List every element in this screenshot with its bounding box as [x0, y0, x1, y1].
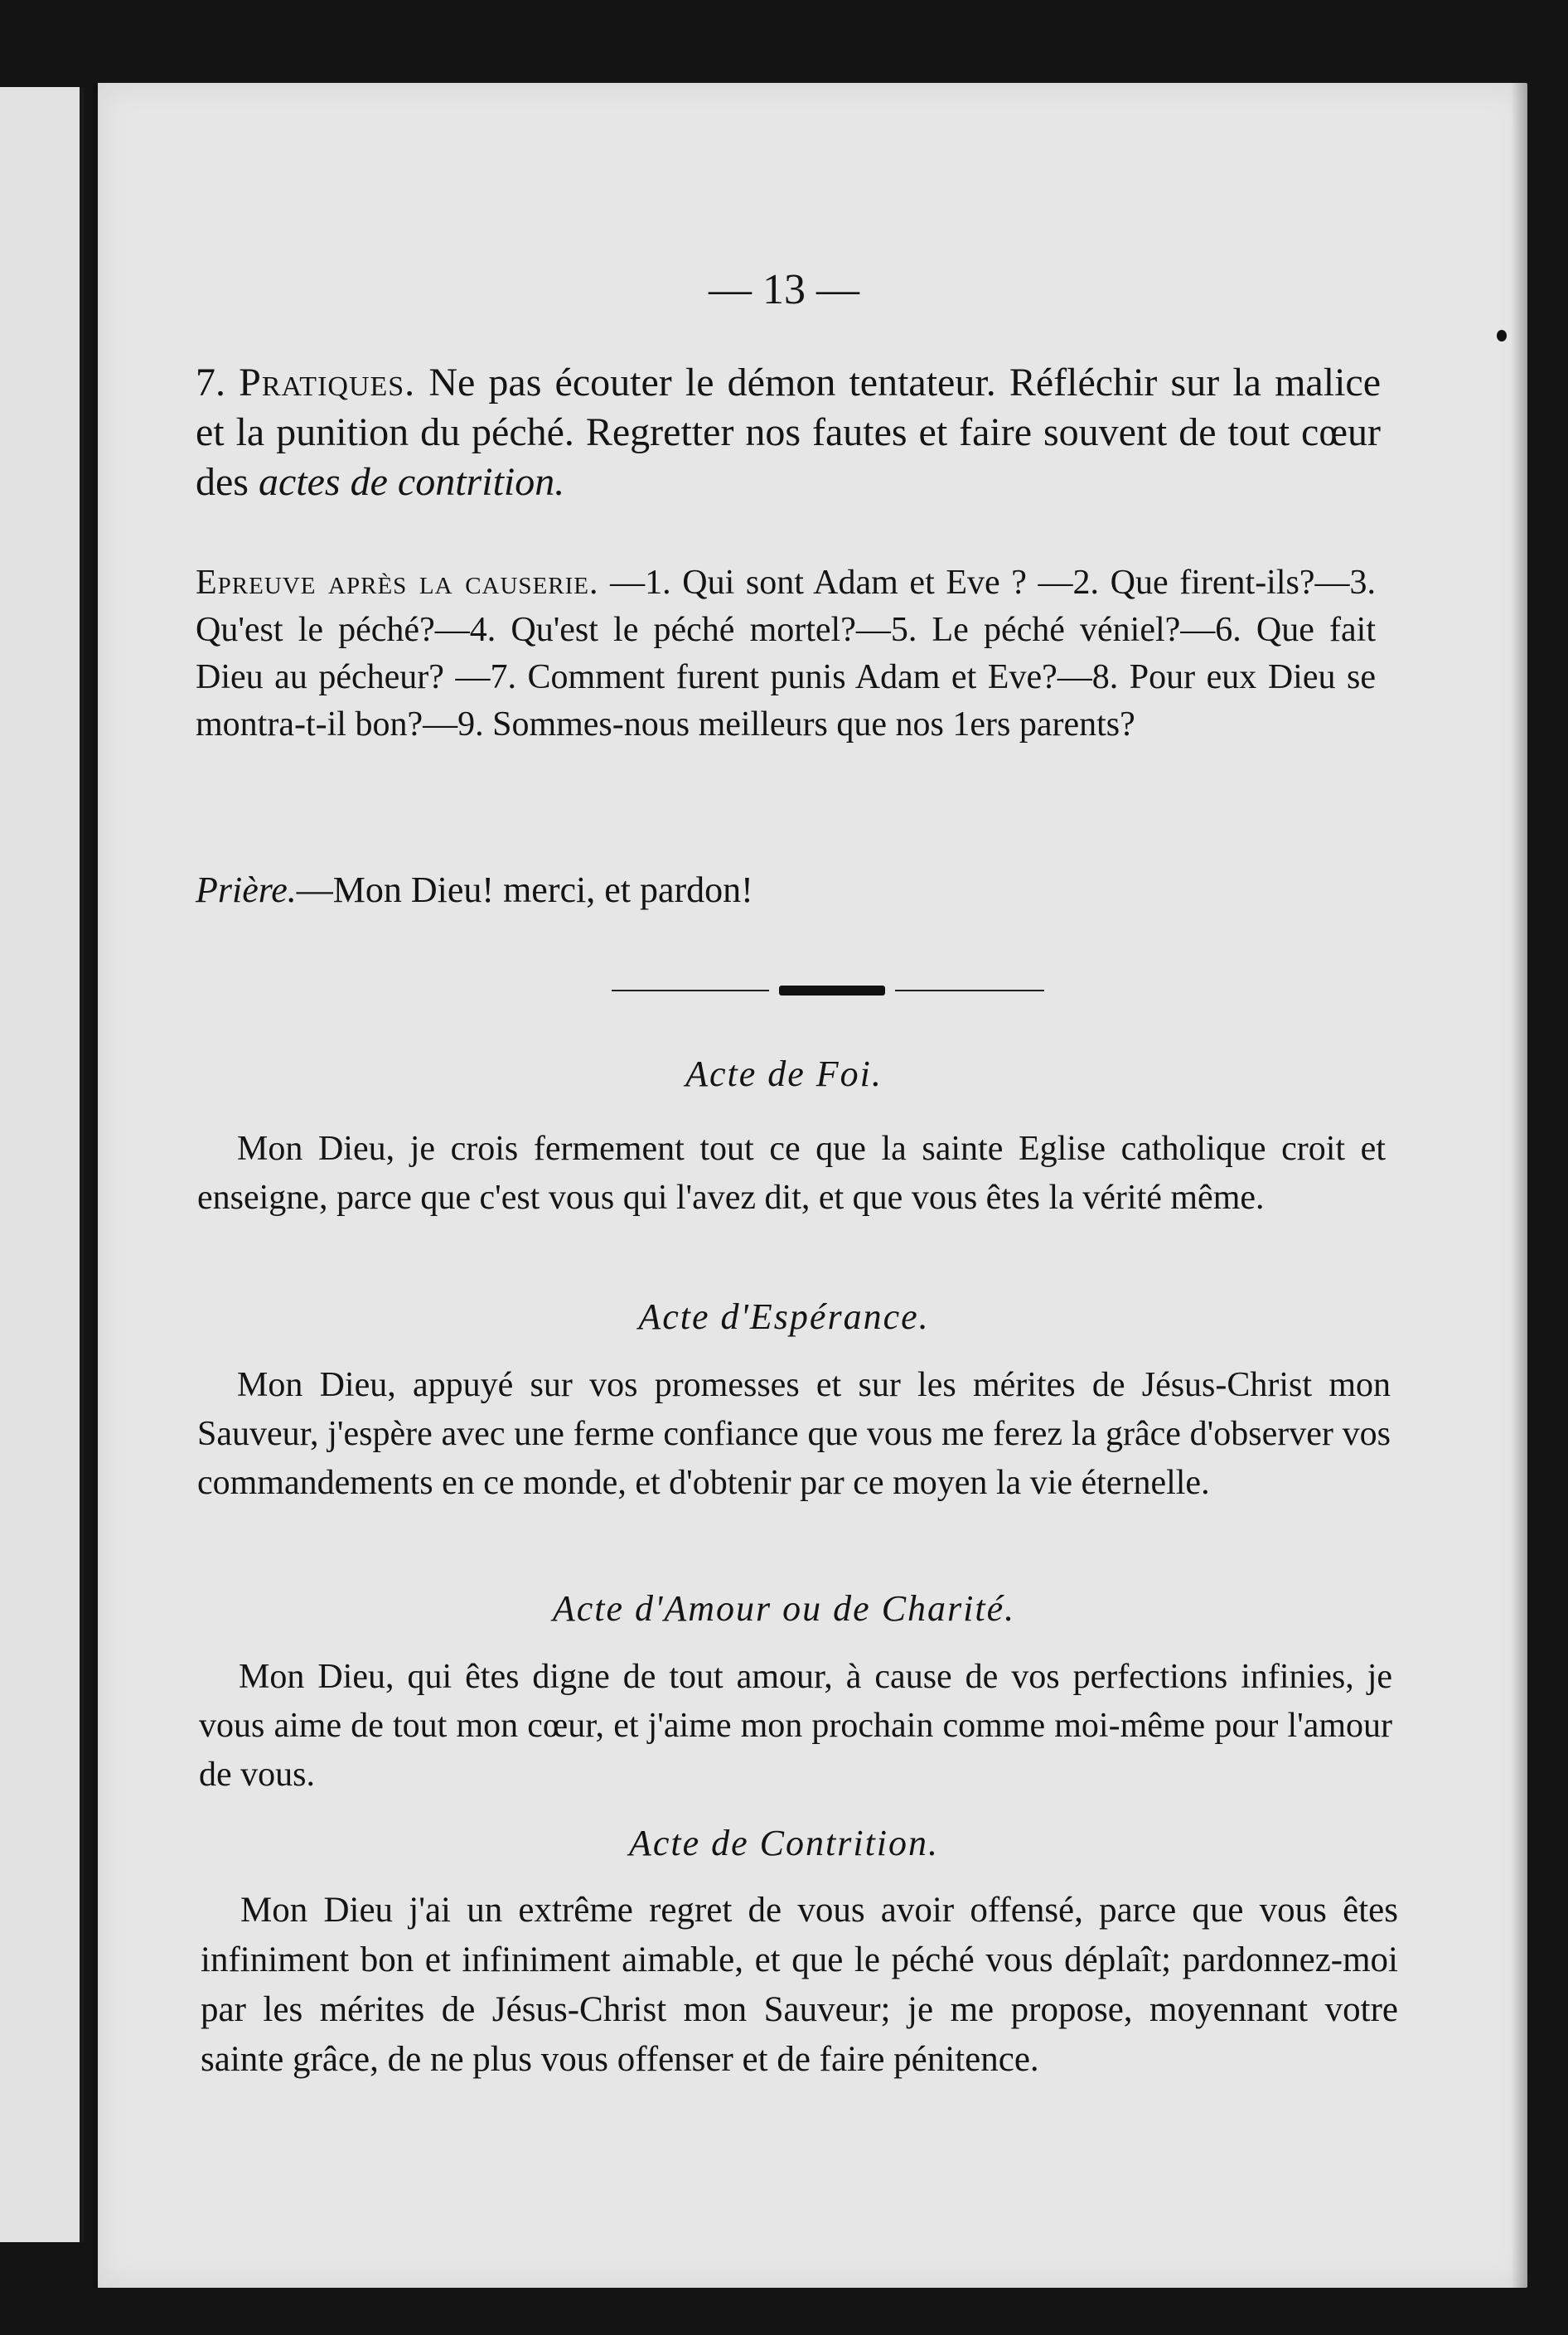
- act-charity-section: [199, 1653, 1392, 1800]
- practice-paragraph: [196, 358, 1381, 507]
- act-contrition-text: Mon Dieu j'ai un extrême regret de vous avoir offensé, parce que vous êtes infiniment bon et infiniment aimable, et que le péché vous déplaît; pardonnez-moi par les mérites de Jésus-Christ mon Sauveur; je me propose, moyennant votre sainte grâce, de ne plus vous offenser et de faire pénitence.: [201, 1891, 1398, 2079]
- test-paragraph: [196, 560, 1376, 748]
- prayer-paragraph: [196, 866, 1376, 913]
- act-hope-text: Mon Dieu, appuyé sur vos promesses et sur les mérites de Jésus-Christ mon Sauveur, j'espère avec une ferme confiance que vous me ferez la grâce d'observer vos commandements en ce monde, et d'obtenir par ce moyen la vie éternelle.: [197, 1366, 1391, 1502]
- page-number: — 13 —: [709, 266, 859, 313]
- section-divider: [612, 986, 1044, 997]
- practice-emphasis: actes de contrition.: [258, 460, 565, 504]
- act-faith-title: Acte de Foi.: [685, 1054, 883, 1094]
- practice-label: Pratiques.: [239, 361, 416, 405]
- act-hope-title: Acte d'Espérance.: [638, 1296, 930, 1337]
- prayer-text: —Mon Dieu! merci, et pardon!: [296, 870, 753, 910]
- act-contrition-title: Acte de Contrition.: [628, 1823, 940, 1863]
- facing-page-edge: [0, 87, 84, 2242]
- act-contrition-section: [201, 1886, 1398, 2085]
- practice-number: 7.: [196, 361, 225, 405]
- practice-section: [196, 358, 1381, 507]
- act-charity-text: Mon Dieu, qui êtes digne de tout amour, à cause de vos perfections infinies, je vous aime de tout mon cœur, et j'aime mon prochain comme moi-même pour l'amour de vous.: [199, 1658, 1392, 1794]
- practice-text: Ne pas écouter le démon tentateur. Réfléchir sur la malice et la punition du péché. Regretter nos fautes et faire souvent de tout cœur des: [196, 361, 1382, 504]
- test-questions: —1. Qui sont Adam et Eve ? —2. Que firent-ils?—3. Qu'est le péché?—4. Qu'est le péché mortel?—5. Le péché véniel?—6. Que fait Dieu au pécheur? —7. Comment furent punis Adam et Eve?—8. Pour eux Dieu se montra-t-il bon?—9. Sommes-nous meilleurs que nos 1ers parents?: [196, 564, 1377, 744]
- ink-speck: [1497, 330, 1507, 342]
- prayer-label: Prière.: [196, 870, 297, 910]
- act-charity-title: Acte d'Amour ou de Charité.: [552, 1588, 1016, 1629]
- test-label: Epreuve après la causerie.: [196, 564, 599, 602]
- test-section: [196, 560, 1376, 748]
- page-shadow: [1511, 83, 1527, 2288]
- act-faith-section: [197, 1125, 1386, 1223]
- act-hope-section: [197, 1361, 1391, 1508]
- prayer-section: [196, 866, 1376, 913]
- act-faith-text: Mon Dieu, je crois fermement tout ce que la sainte Eglise catholique croit et enseigne, parce que c'est vous qui l'avez dit, et que vous êtes la vérité même.: [197, 1130, 1386, 1217]
